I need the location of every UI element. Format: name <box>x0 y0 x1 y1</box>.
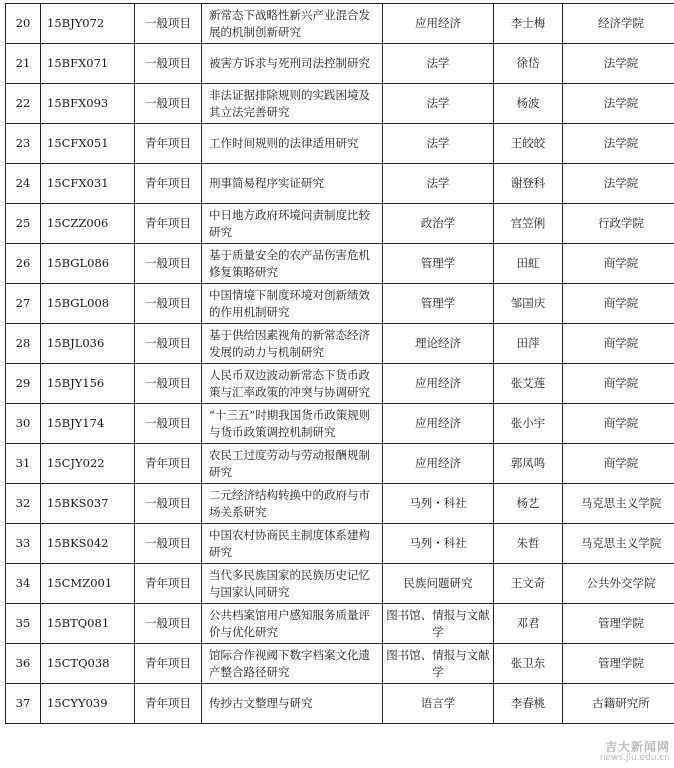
cell-school: 经济学院 <box>563 4 674 44</box>
table-row <box>6 444 674 484</box>
cell-project-title: “十三五”时期我国货币政策规则与货币政策调控机制研究 <box>202 404 383 444</box>
cell-project-title: 当代多民族国家的民族历史记忆与国家认同研究 <box>202 564 383 604</box>
cell-number: 20 <box>6 4 41 44</box>
cell-school: 商学院 <box>563 404 674 444</box>
cell-school: 马克思主义学院 <box>563 484 674 524</box>
cell-subject: 理论经济 <box>383 324 494 364</box>
cell-project-type: 一般项目 <box>135 4 202 44</box>
cell-project-code: 15BKS042 <box>41 524 135 564</box>
cell-project-type: 青年项目 <box>135 204 202 244</box>
cell-project-code: 15CFX051 <box>41 124 135 164</box>
cell-project-code: 15CJY022 <box>41 444 135 484</box>
cell-school: 法学院 <box>563 164 674 204</box>
cell-subject: 法学 <box>383 44 494 84</box>
cell-leader: 王文奇 <box>494 564 563 604</box>
cell-project-code: 15CFX031 <box>41 164 135 204</box>
cell-subject: 应用经济 <box>383 444 494 484</box>
cell-school: 法学院 <box>563 84 674 124</box>
cell-subject: 政治学 <box>383 204 494 244</box>
cell-subject: 应用经济 <box>383 404 494 444</box>
table-body <box>6 4 674 724</box>
cell-number: 37 <box>6 684 41 724</box>
table-row <box>6 244 674 284</box>
cell-leader: 徐岱 <box>494 44 563 84</box>
cell-leader: 宫笠俐 <box>494 204 563 244</box>
cell-project-type: 青年项目 <box>135 684 202 724</box>
cell-school: 马克思主义学院 <box>563 524 674 564</box>
cell-subject: 管理学 <box>383 284 494 324</box>
cell-school: 行政学院 <box>563 204 674 244</box>
cell-subject: 法学 <box>383 164 494 204</box>
cell-project-title: 农民工过度劳动与劳动报酬规制研究 <box>202 444 383 484</box>
cell-project-type: 一般项目 <box>135 284 202 324</box>
cell-project-type: 青年项目 <box>135 164 202 204</box>
cell-project-code: 15BJY174 <box>41 404 135 444</box>
cell-subject: 应用经济 <box>383 364 494 404</box>
cell-school: 商学院 <box>563 244 674 284</box>
cell-project-type: 青年项目 <box>135 124 202 164</box>
cell-project-type: 青年项目 <box>135 444 202 484</box>
cell-leader: 邓君 <box>494 604 563 644</box>
cell-leader: 郭凤鸣 <box>494 444 563 484</box>
cell-project-code: 15BTQ081 <box>41 604 135 644</box>
cell-number: 36 <box>6 644 41 684</box>
cell-project-code: 15BGL086 <box>41 244 135 284</box>
cell-project-code: 15CTQ038 <box>41 644 135 684</box>
cell-project-code: 15CMZ001 <box>41 564 135 604</box>
cell-subject: 管理学 <box>383 244 494 284</box>
cell-project-code: 15BFX093 <box>41 84 135 124</box>
table-row <box>6 84 674 124</box>
cell-project-title: 中日地方政府环境问责制度比较研究 <box>202 204 383 244</box>
cell-number: 27 <box>6 284 41 324</box>
cell-project-title: 公共档案馆用户感知服务质量评价与优化研究 <box>202 604 383 644</box>
cell-project-title: 刑事简易程序实证研究 <box>202 164 383 204</box>
cell-number: 34 <box>6 564 41 604</box>
cell-project-title: 中国农村协商民主制度体系建构研究 <box>202 524 383 564</box>
cell-subject: 应用经济 <box>383 4 494 44</box>
cell-number: 26 <box>6 244 41 284</box>
table-row <box>6 164 674 204</box>
cell-leader: 杨艺 <box>494 484 563 524</box>
cell-leader: 朱哲 <box>494 524 563 564</box>
cell-project-type: 一般项目 <box>135 44 202 84</box>
cell-project-title: 非法证据排除规则的实践困境及其立法完善研究 <box>202 84 383 124</box>
cell-leader: 谢登科 <box>494 164 563 204</box>
cell-subject: 马列・科社 <box>383 524 494 564</box>
cell-number: 30 <box>6 404 41 444</box>
table-row <box>6 44 674 84</box>
cell-leader: 李春桃 <box>494 684 563 724</box>
cell-project-type: 一般项目 <box>135 324 202 364</box>
cell-project-title: 基于质量安全的农产品伤害危机修复策略研究 <box>202 244 383 284</box>
watermark-text: 吉大新闻网 <box>604 739 670 754</box>
cell-project-code: 15BJY072 <box>41 4 135 44</box>
cell-school: 公共外交学院 <box>563 564 674 604</box>
cell-number: 21 <box>6 44 41 84</box>
cell-project-type: 青年项目 <box>135 644 202 684</box>
table-row <box>6 524 674 564</box>
table-row <box>6 204 674 244</box>
watermark <box>600 741 670 764</box>
cell-school: 法学院 <box>563 124 674 164</box>
table-row <box>6 644 674 684</box>
cell-project-type: 一般项目 <box>135 404 202 444</box>
cell-project-type: 一般项目 <box>135 84 202 124</box>
cell-subject: 法学 <box>383 84 494 124</box>
cell-number: 29 <box>6 364 41 404</box>
cell-leader: 王皎皎 <box>494 124 563 164</box>
cell-subject: 图书馆、情报与文献学 <box>383 604 494 644</box>
project-table <box>5 3 674 724</box>
table-row <box>6 4 674 44</box>
cell-number: 28 <box>6 324 41 364</box>
cell-project-title: 二元经济结构转换中的政府与市场关系研究 <box>202 484 383 524</box>
table-row <box>6 364 674 404</box>
cell-project-type: 一般项目 <box>135 484 202 524</box>
cell-school: 商学院 <box>563 364 674 404</box>
cell-leader: 田虹 <box>494 244 563 284</box>
cell-school: 古籍研究所 <box>563 684 674 724</box>
cell-project-title: 基于供给因素视角的新常态经济发展的动力与机制研究 <box>202 324 383 364</box>
cell-project-code: 15BFX071 <box>41 44 135 84</box>
cell-number: 23 <box>6 124 41 164</box>
cell-project-title: 中国情境下制度环境对创新绩效的作用机制研究 <box>202 284 383 324</box>
cell-number: 35 <box>6 604 41 644</box>
cell-number: 24 <box>6 164 41 204</box>
cell-subject: 法学 <box>383 124 494 164</box>
cell-project-code: 15CYY039 <box>41 684 135 724</box>
cell-leader: 张卫东 <box>494 644 563 684</box>
cell-project-type: 一般项目 <box>135 364 202 404</box>
cell-school: 管理学院 <box>563 644 674 684</box>
cell-project-code: 15BJY156 <box>41 364 135 404</box>
cell-project-title: 人民币双边波动新常态下货币政策与汇率政策的冲突与协调研究 <box>202 364 383 404</box>
table-row <box>6 484 674 524</box>
cell-subject: 马列・科社 <box>383 484 494 524</box>
table-row <box>6 604 674 644</box>
cell-number: 32 <box>6 484 41 524</box>
cell-project-code: 15BGL008 <box>41 284 135 324</box>
table-row <box>6 404 674 444</box>
cell-subject: 语言学 <box>383 684 494 724</box>
cell-project-title: 传抄古文整理与研究 <box>202 684 383 724</box>
cell-leader: 邹国庆 <box>494 284 563 324</box>
table-row <box>6 684 674 724</box>
cell-project-code: 15BJL036 <box>41 324 135 364</box>
cell-project-code: 15CZZ006 <box>41 204 135 244</box>
cell-project-title: 被害方诉求与死刑司法控制研究 <box>202 44 383 84</box>
cell-subject: 民族问题研究 <box>383 564 494 604</box>
cell-project-title: 工作时间规则的法律适用研究 <box>202 124 383 164</box>
cell-leader: 杨波 <box>494 84 563 124</box>
cell-project-code: 15BKS037 <box>41 484 135 524</box>
cell-project-type: 一般项目 <box>135 244 202 284</box>
cell-leader: 张小宇 <box>494 404 563 444</box>
cell-project-type: 一般项目 <box>135 604 202 644</box>
cell-leader: 李士梅 <box>494 4 563 44</box>
cell-number: 25 <box>6 204 41 244</box>
cell-subject: 图书馆、情报与文献学 <box>383 644 494 684</box>
cell-project-type: 青年项目 <box>135 564 202 604</box>
watermark-url: news.jlu.edu.cn <box>599 753 670 764</box>
cell-school: 商学院 <box>563 284 674 324</box>
cell-number: 33 <box>6 524 41 564</box>
cell-leader: 张艾莲 <box>494 364 563 404</box>
table-row <box>6 324 674 364</box>
cell-school: 商学院 <box>563 444 674 484</box>
cell-school: 法学院 <box>563 44 674 84</box>
cell-school: 管理学院 <box>563 604 674 644</box>
table-row <box>6 284 674 324</box>
cell-school: 商学院 <box>563 324 674 364</box>
table-row <box>6 124 674 164</box>
cell-leader: 田萍 <box>494 324 563 364</box>
cell-number: 31 <box>6 444 41 484</box>
cell-number: 22 <box>6 84 41 124</box>
table-row <box>6 564 674 604</box>
cell-project-title: 新常态下战略性新兴产业混合发展的机制创新研究 <box>202 4 383 44</box>
cell-project-type: 一般项目 <box>135 524 202 564</box>
cell-project-title: 馆际合作视阈下数字档案文化遗产整合路径研究 <box>202 644 383 684</box>
